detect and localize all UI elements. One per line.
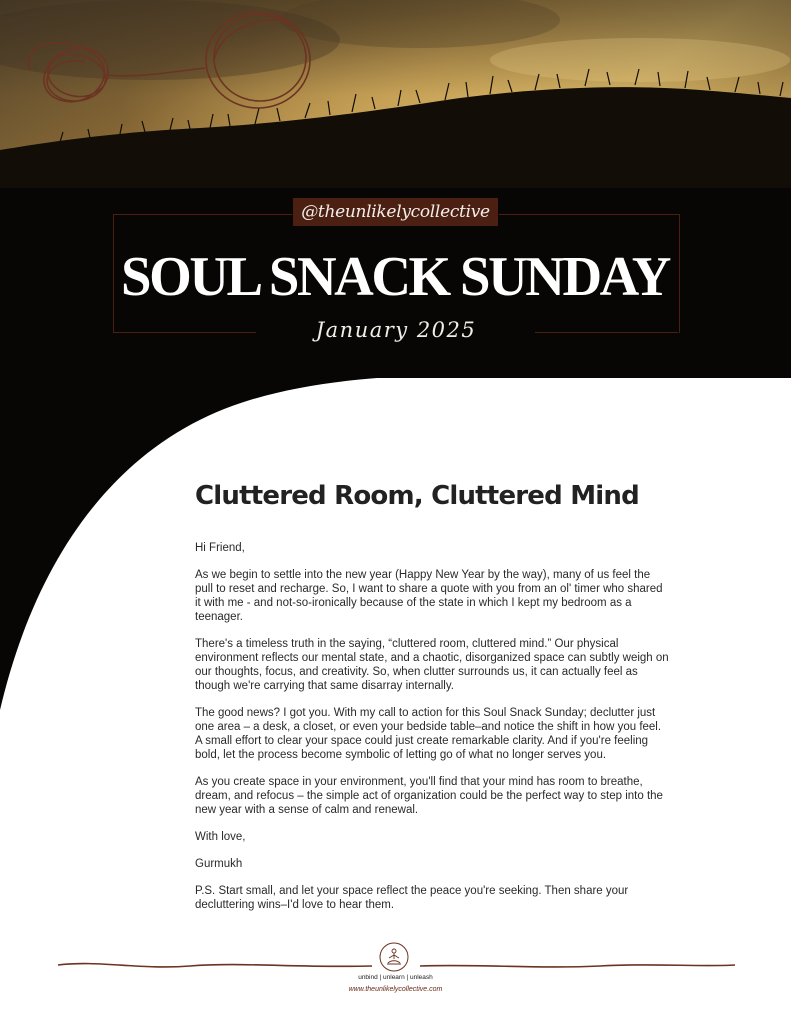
footer-tagline: unbind | unlearn | unleash [358, 974, 433, 981]
sign-off: With love, [195, 831, 246, 843]
hero-sunset-image [0, 0, 791, 190]
newsletter-title: SOUL SNACK SUNDAY [121, 246, 669, 308]
author-name: Gurmukh [195, 858, 243, 870]
meditation-figure-icon [379, 942, 409, 972]
article-body [195, 541, 670, 925]
title-frame-bottom-right [535, 332, 678, 333]
paragraph: There's a timeless truth in the saying, “cluttered room, cluttered mind.” Our physical environment reflects our mental state, and a chaotic, disorganized space can subtly weigh on our thoughts, focus, and creativity. So, when clutter surrounds us, it can actually feel as though we're carrying that same disarray internally. [195, 638, 669, 692]
greeting: Hi Friend, [195, 542, 245, 554]
postscript: P.S. Start small, and let your space reflect the peace you're seeking. Then share your decluttering wins–I'd love to hear them. [195, 885, 629, 911]
article-title: Cluttered Room, Cluttered Mind [195, 481, 639, 511]
paragraph: The good news? I got you. With my call to action for this Soul Snack Sunday; declutter just one area – a desk, a closet, or even your bedside table–and notice the shift in how you feel. A small effort to clear your space could just create remarkable clarity. And if you're feeling bold, let the process become symbolic of letting go of what no longer serves you. [195, 707, 662, 761]
title-frame-bottom-left [113, 332, 256, 333]
social-handle: @theunlikelycollective [293, 198, 498, 226]
footer-website-link[interactable]: www.theunlikelycollective.com [348, 986, 443, 993]
paragraph: As you create space in your environment, you'll find that your mind has room to breathe, dream, and refocus – the simple act of organization could be the perfect way to step into the new year with a sense of calm and renewal. [195, 776, 663, 816]
issue-date: January 2025 [315, 318, 477, 342]
paragraph: As we begin to settle into the new year (Happy New Year by the way), many of us feel the pull to reset and recharge. So, I want to share a quote with you from an ol' timer who shared it with me - and not-so-ironically because of the state in which I kept my bedroom as a teenager. [195, 569, 663, 623]
